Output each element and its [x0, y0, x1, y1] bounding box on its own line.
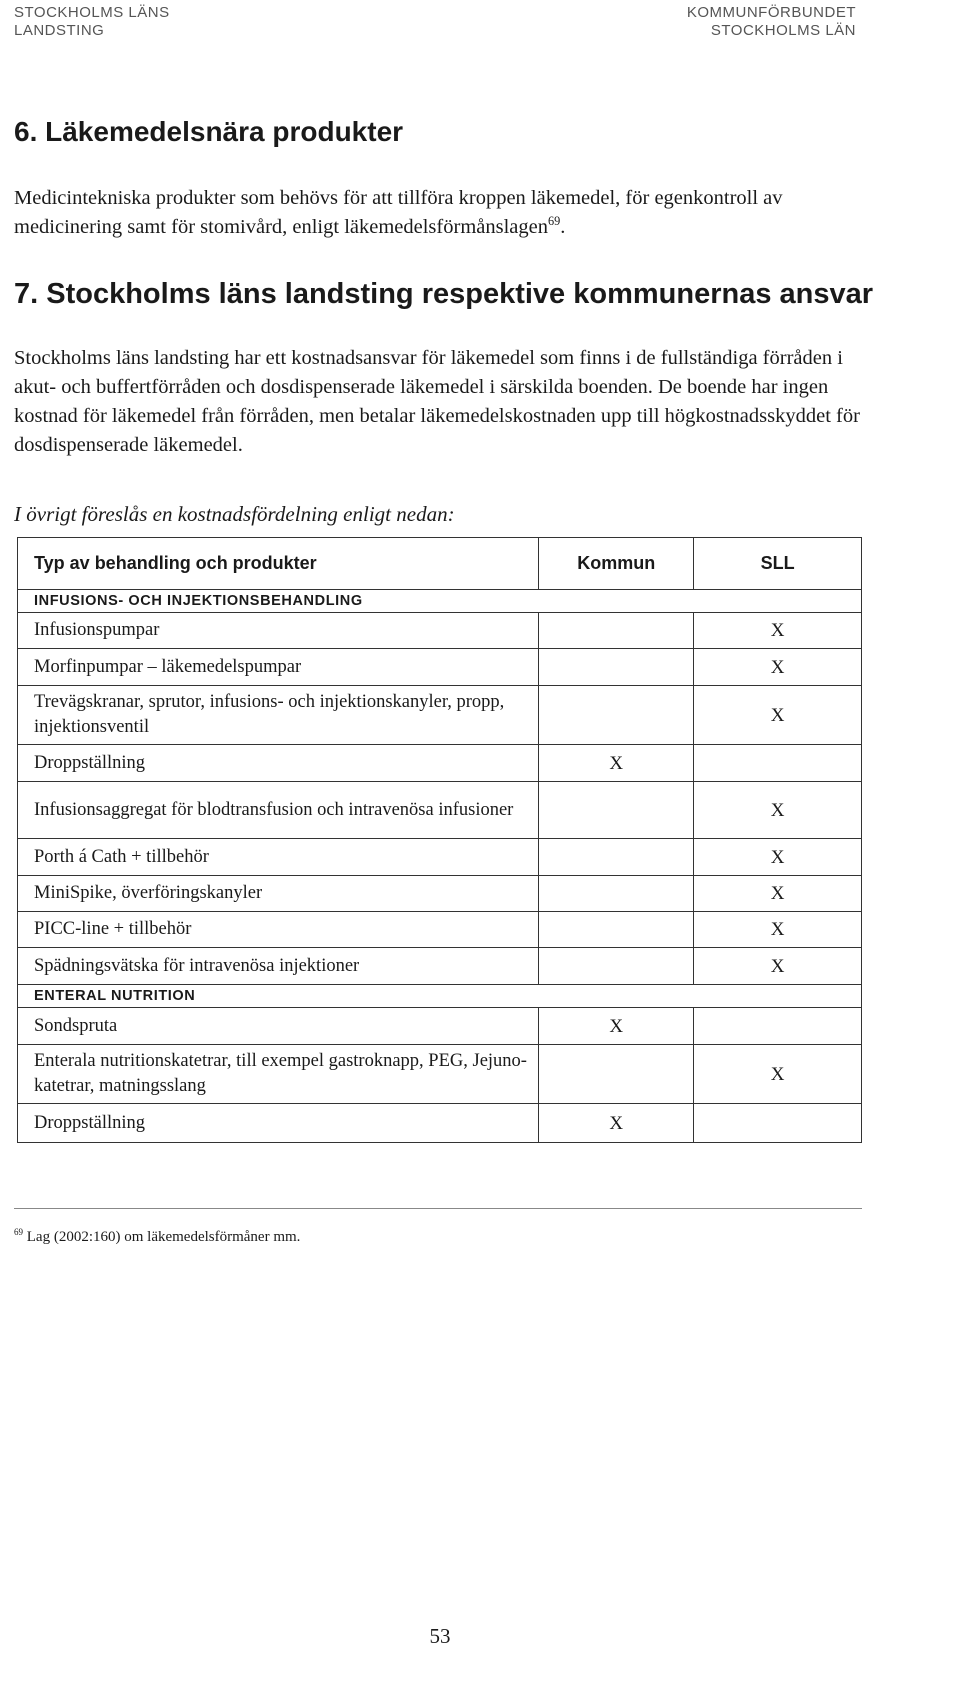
kommun-cell [539, 912, 694, 948]
sll-cell: X [694, 649, 862, 686]
product-cell: Infusionsaggregat för blodtransfusion och intravenösa infusioner [18, 782, 539, 839]
kommun-cell [539, 876, 694, 912]
header-right [687, 4, 856, 40]
column-header-sll: SLL [694, 538, 862, 590]
table-section-title: INFUSIONS- OCH INJEKTIONSBEHANDLING [18, 590, 862, 613]
table-section-title: ENTERAL NUTRITION [18, 985, 862, 1008]
sll-cell [694, 745, 862, 782]
table-body [18, 590, 862, 1143]
table-row [18, 686, 862, 745]
product-cell: Enterala nutritionskatetrar, till exempel gastroknapp, PEG, Jejuno-katetrar, matningsslang [18, 1045, 539, 1104]
column-header-type: Typ av behandling och produkter [18, 538, 539, 590]
table-row [18, 1104, 862, 1143]
footnote-text: Lag (2002:160) om läkemedelsförmåner mm. [26, 1229, 301, 1245]
table-row [18, 613, 862, 649]
sll-cell: X [694, 839, 862, 876]
section6-text-end: . [560, 216, 566, 238]
page-number: 53 [429, 1624, 451, 1648]
sll-cell [694, 1008, 862, 1045]
table-section-row [18, 985, 862, 1008]
kommun-cell: X [539, 745, 694, 782]
table-intro: I övrigt föreslås en kostnadsfördelning enligt nedan: [14, 502, 455, 526]
product-cell: Spädningsvätska för intravenösa injektioner [18, 948, 539, 985]
sll-cell: X [694, 876, 862, 912]
footnote-number: 69 [14, 1227, 23, 1237]
kommun-cell [539, 948, 694, 985]
header-left-line2: LANDSTING [14, 22, 105, 39]
header-right-line2: STOCKHOLMS LÄN [710, 22, 856, 39]
table-row [18, 912, 862, 948]
product-cell: Droppställning [18, 745, 539, 782]
kommun-cell [539, 839, 694, 876]
table-row [18, 1008, 862, 1045]
header-right-line1: KOMMUNFÖRBUNDET [686, 4, 856, 21]
sll-cell: X [694, 1045, 862, 1104]
sll-cell: X [694, 948, 862, 985]
sll-cell [694, 1104, 862, 1143]
table-row [18, 948, 862, 985]
section6-text: Medicintekniska produkter som behövs för att tillföra kroppen läkemedel, för egenkontroll av medicinering samt för stomivård, enligt läkemedelsförmånslagen [14, 187, 783, 238]
product-cell: Droppställning [18, 1104, 539, 1143]
table-row [18, 649, 862, 686]
kommun-cell [539, 613, 694, 649]
footnote-ref: 69 [547, 214, 561, 229]
kommun-cell: X [539, 1008, 694, 1045]
kommun-cell [539, 649, 694, 686]
table-row [18, 1045, 862, 1104]
table-row [18, 839, 862, 876]
table-row [18, 745, 862, 782]
product-cell: Trevägskranar, sprutor, infusions- och injektionskanyler, propp, injektionsventil [18, 686, 539, 745]
product-cell: MiniSpike, överföringskanyler [18, 876, 539, 912]
header-left-line1: STOCKHOLMS LÄNS [14, 4, 170, 21]
sll-cell: X [694, 613, 862, 649]
table-row [18, 876, 862, 912]
product-cell: PICC-line + tillbehör [18, 912, 539, 948]
table-section-row [18, 590, 862, 613]
product-cell: Morfinpumpar – läkemedelspumpar [18, 649, 539, 686]
section7-paragraph: Stockholms läns landsting har ett kostnadsansvar för läkemedel som finns i de fullständiga förråden i akut- och buffertförråden och dosdispenserade läkemedel i särskilda boenden. De boende har ingen kostnad för läkemedel från förråden, men betalar läkemedelskostnaden upp till högkostnadsskyddet för dosdispenserade läkemedel. [14, 347, 860, 456]
header-left [14, 4, 170, 40]
section7-heading: 7. Stockholms läns landsting respektive kommunernas ansvar [14, 278, 874, 310]
product-cell: Sondspruta [18, 1008, 539, 1045]
kommun-cell [539, 1045, 694, 1104]
section6-paragraph [14, 184, 874, 242]
column-header-kommun: Kommun [539, 538, 694, 590]
sll-cell: X [694, 686, 862, 745]
table-row [18, 782, 862, 839]
section6-heading: 6. Läkemedelsnära produkter [14, 116, 404, 147]
kommun-cell [539, 782, 694, 839]
kommun-cell: X [539, 1104, 694, 1143]
product-cell: Porth á Cath + tillbehör [18, 839, 539, 876]
product-cell: Infusionspumpar [18, 613, 539, 649]
footnote [14, 1229, 300, 1246]
footnote-divider [14, 1208, 862, 1209]
kommun-cell [539, 686, 694, 745]
sll-cell: X [694, 782, 862, 839]
sll-cell: X [694, 912, 862, 948]
table-header-row [18, 538, 862, 590]
cost-allocation-table [17, 537, 862, 1143]
